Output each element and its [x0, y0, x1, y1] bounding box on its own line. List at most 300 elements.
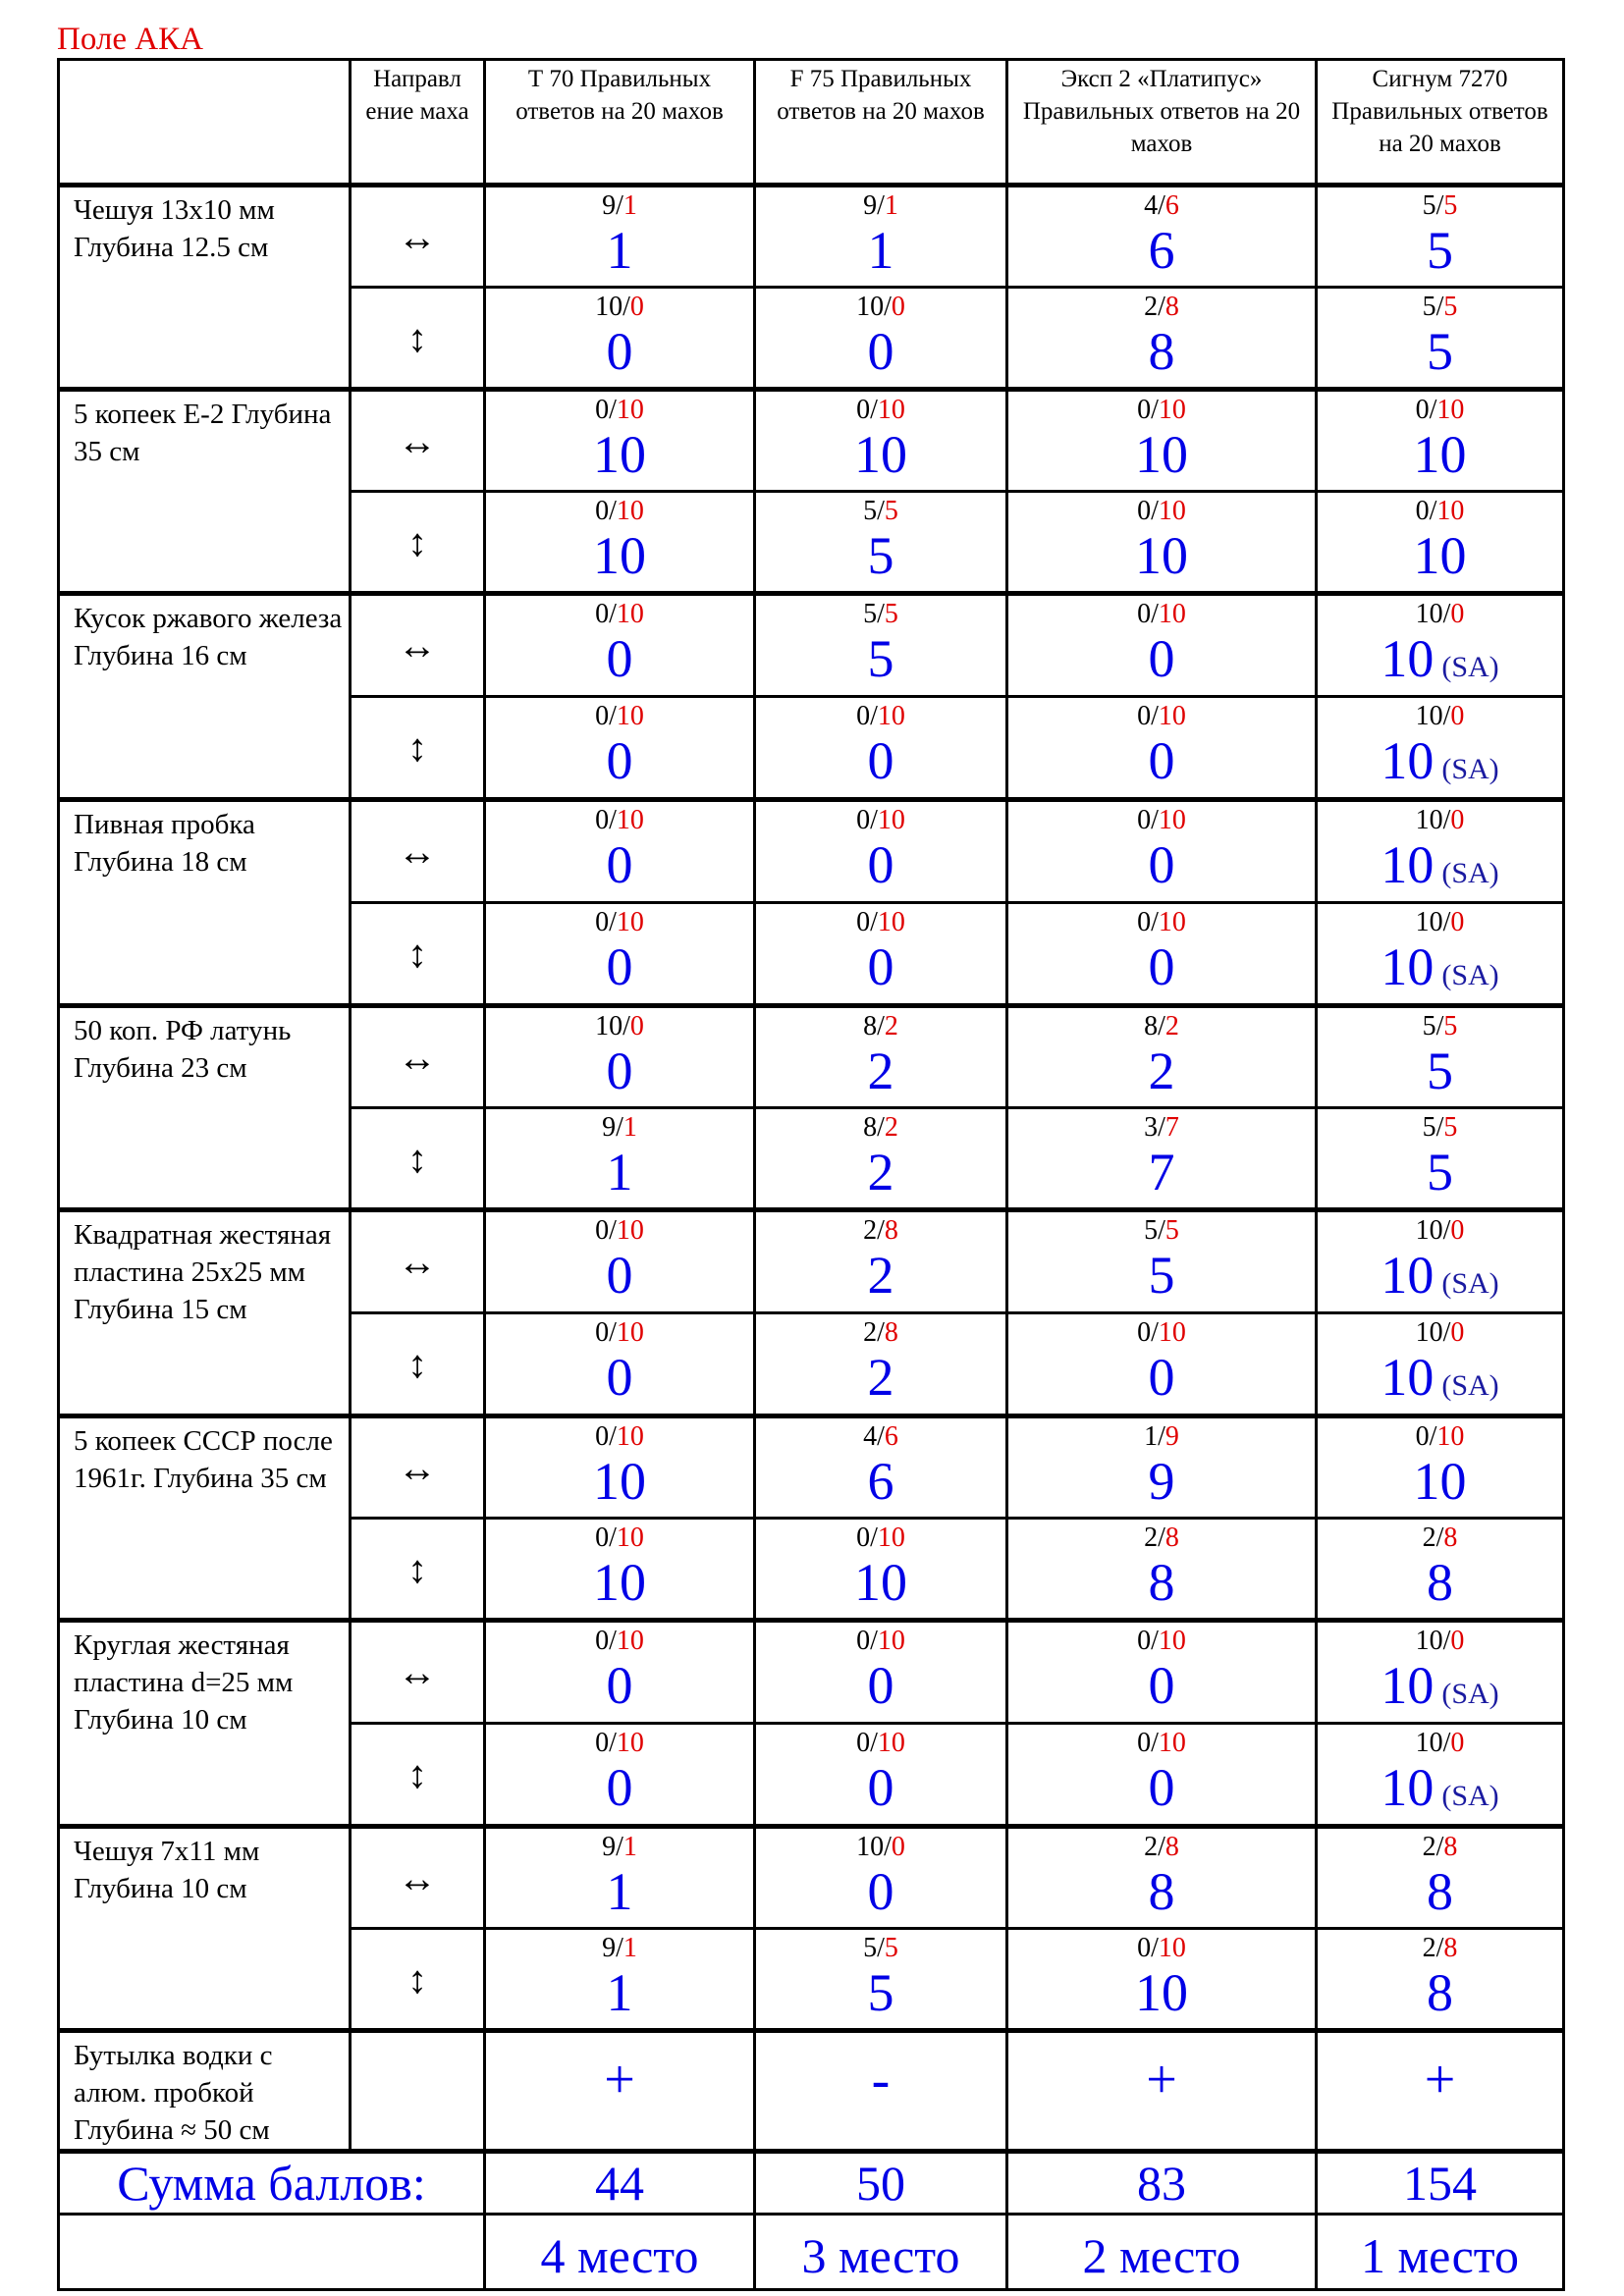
result-cell — [1317, 390, 1564, 492]
ratio-separator: / — [870, 907, 878, 937]
wrong-count: 10 — [616, 701, 644, 731]
result-cell — [1007, 1929, 1317, 2031]
wrong-count: 10 — [616, 1421, 644, 1452]
score-value — [756, 1350, 1005, 1405]
score-number: 5 — [1427, 1041, 1453, 1100]
score-number: 0 — [606, 1656, 633, 1715]
correct-count: 10 — [1415, 1728, 1443, 1758]
plus-mark: + — [1424, 2050, 1456, 2110]
result-cell — [755, 1313, 1007, 1416]
wrong-count: 10 — [616, 496, 644, 526]
object-name: Пивная пробка Глубина 18 см — [59, 800, 351, 1006]
correct-count: 0 — [595, 1626, 610, 1656]
ratio-separator: / — [877, 1215, 885, 1246]
sum-value: 44 — [485, 2152, 755, 2215]
answer-ratio — [1318, 1930, 1562, 1963]
score-value — [1318, 939, 1562, 1003]
score-value — [486, 1555, 753, 1610]
score-number: 0 — [867, 1656, 894, 1715]
result-cell — [485, 1210, 755, 1313]
answer-ratio — [486, 1930, 753, 1963]
score-number: 0 — [606, 835, 633, 894]
ratio-separator: / — [877, 1933, 885, 1963]
ratio-separator: / — [877, 496, 885, 526]
ratio-separator: / — [616, 1112, 623, 1143]
correct-count: 2 — [1144, 292, 1159, 322]
answer-ratio — [1008, 802, 1315, 835]
result-cell — [1317, 492, 1564, 594]
result-cell — [755, 697, 1007, 800]
correct-count: 10 — [595, 1011, 623, 1041]
result-cell — [755, 800, 1007, 903]
correct-count: 10 — [1415, 907, 1443, 937]
score-value — [486, 733, 753, 788]
ratio-separator: / — [1158, 1522, 1165, 1553]
score-value — [756, 528, 1005, 583]
score-number: 0 — [1148, 1348, 1175, 1407]
score-number: 1 — [867, 221, 894, 280]
sum-label: Сумма баллов: — [59, 2152, 485, 2215]
ratio-separator: / — [1442, 599, 1451, 629]
horizontal-arrow-icon: ↔ — [351, 800, 485, 903]
score-value — [486, 1965, 753, 2020]
correct-count: 10 — [1415, 805, 1443, 835]
ratio-separator: / — [884, 1832, 892, 1862]
score-value — [756, 1248, 1005, 1303]
result-cell — [1007, 1210, 1317, 1313]
place-label-empty — [59, 2215, 485, 2290]
result-cell — [755, 1108, 1007, 1210]
score-value — [1318, 528, 1562, 583]
detection-cell — [755, 2031, 1007, 2152]
result-cell — [1317, 1519, 1564, 1621]
correct-count: 9 — [602, 190, 617, 221]
answer-ratio — [486, 1212, 753, 1246]
result-cell — [1317, 903, 1564, 1006]
result-cell — [485, 492, 755, 594]
correct-count: 0 — [856, 701, 871, 731]
correct-count: 5 — [863, 599, 878, 629]
answer-ratio — [1318, 289, 1562, 322]
wrong-count: 1 — [623, 1112, 637, 1143]
object-name: Чешуя 13х10 мм Глубина 12.5 см — [59, 186, 351, 390]
answer-ratio — [756, 1829, 1005, 1862]
score-value — [1318, 1043, 1562, 1098]
table-row — [59, 1827, 1564, 1929]
score-number: 10 — [854, 425, 907, 484]
answer-ratio — [1008, 1109, 1315, 1143]
score-value — [1008, 1760, 1315, 1815]
correct-count: 0 — [856, 805, 871, 835]
result-cell — [1317, 1210, 1564, 1313]
answer-ratio — [756, 596, 1005, 629]
answer-ratio — [1008, 596, 1315, 629]
table-row — [59, 1416, 1564, 1519]
score-number: 0 — [606, 322, 633, 381]
horizontal-arrow-icon: ↔ — [351, 1416, 485, 1519]
result-cell — [755, 594, 1007, 697]
wrong-count: 10 — [616, 805, 644, 835]
answer-ratio — [486, 1725, 753, 1758]
wrong-count: 8 — [1443, 1832, 1458, 1862]
result-cell — [755, 492, 1007, 594]
score-number: 0 — [606, 1348, 633, 1407]
score-number: 8 — [1148, 1553, 1175, 1612]
result-cell — [755, 1416, 1007, 1519]
ratio-separator: / — [1158, 1215, 1165, 1246]
score-number: 10 — [593, 1452, 646, 1511]
sum-row — [59, 2152, 1564, 2215]
answer-ratio — [1318, 187, 1562, 221]
correct-count: 2 — [863, 1215, 878, 1246]
score-value — [1008, 1864, 1315, 1919]
sa-badge: (SA) — [1441, 1780, 1499, 1812]
table-row — [59, 1210, 1564, 1313]
score-value — [1318, 1145, 1562, 1200]
wrong-count: 5 — [884, 599, 898, 629]
score-value — [486, 528, 753, 583]
result-cell — [755, 1827, 1007, 1929]
correct-count: 0 — [856, 1626, 871, 1656]
result-cell — [1007, 1416, 1317, 1519]
wrong-count: 8 — [1164, 292, 1179, 322]
ratio-separator: / — [1151, 496, 1159, 526]
ratio-separator: / — [1158, 1112, 1165, 1143]
ratio-separator: / — [1151, 1626, 1159, 1656]
score-value — [1318, 631, 1562, 695]
ratio-separator: / — [609, 1421, 617, 1452]
wrong-count: 0 — [1450, 805, 1465, 835]
ratio-separator: / — [877, 1317, 885, 1348]
result-cell — [1317, 288, 1564, 390]
answer-ratio — [486, 1520, 753, 1553]
score-value — [1008, 1043, 1315, 1098]
ratio-separator: / — [870, 1522, 878, 1553]
object-name: Чешуя 7х11 мм Глубина 10 см — [59, 1827, 351, 2031]
answer-ratio — [756, 392, 1005, 425]
answer-ratio — [1008, 1930, 1315, 1963]
correct-count: 0 — [1137, 1933, 1152, 1963]
ratio-separator: / — [609, 599, 617, 629]
result-cell — [755, 1621, 1007, 1724]
answer-ratio — [486, 392, 753, 425]
ratio-separator: / — [1429, 496, 1437, 526]
vertical-arrow-icon: ↕ — [351, 492, 485, 594]
correct-count: 0 — [595, 1522, 610, 1553]
ratio-separator: / — [1151, 1728, 1159, 1758]
answer-ratio — [486, 1314, 753, 1348]
vertical-arrow-icon: ↕ — [351, 1724, 485, 1827]
ratio-separator: / — [1429, 395, 1437, 425]
object-name: Бутылка водки с алюм. пробкой Глубина ≈ 50 см — [59, 2031, 351, 2152]
result-cell — [1007, 1827, 1317, 1929]
score-number: 8 — [1427, 1862, 1453, 1921]
correct-count: 5 — [1422, 1011, 1436, 1041]
score-value — [1008, 1350, 1315, 1405]
result-cell — [485, 1929, 755, 2031]
result-cell — [755, 903, 1007, 1006]
ratio-separator: / — [1151, 1933, 1159, 1963]
score-number: 0 — [606, 1758, 633, 1817]
score-number: 6 — [1148, 221, 1175, 280]
wrong-count: 10 — [877, 1522, 905, 1553]
score-number: 0 — [606, 629, 633, 688]
result-cell — [1317, 1929, 1564, 2031]
score-number: 1 — [606, 1862, 633, 1921]
answer-ratio — [1008, 1418, 1315, 1452]
wrong-count: 10 — [1158, 1728, 1186, 1758]
ratio-separator: / — [1151, 701, 1159, 731]
correct-count: 0 — [595, 496, 610, 526]
answer-ratio — [1318, 1212, 1562, 1246]
score-number: 0 — [1148, 835, 1175, 894]
score-number: 10 — [593, 1553, 646, 1612]
score-value — [1318, 1658, 1562, 1722]
ratio-separator: / — [623, 1011, 630, 1041]
wrong-count: 10 — [1158, 496, 1186, 526]
score-value — [1008, 324, 1315, 379]
wrong-count: 0 — [1450, 1215, 1465, 1246]
sa-badge: (SA) — [1441, 857, 1499, 889]
wrong-count: 6 — [884, 1421, 898, 1452]
score-value — [756, 1760, 1005, 1815]
correct-count: 8 — [863, 1011, 878, 1041]
score-number: 0 — [867, 731, 894, 790]
answer-ratio — [756, 493, 1005, 526]
answer-ratio — [1318, 802, 1562, 835]
answer-ratio — [756, 698, 1005, 731]
wrong-count: 0 — [1450, 1317, 1465, 1348]
correct-count: 10 — [1415, 1626, 1443, 1656]
score-value — [756, 939, 1005, 994]
result-cell — [755, 288, 1007, 390]
correct-count: 8 — [863, 1112, 878, 1143]
answer-ratio — [486, 493, 753, 526]
wrong-count: 10 — [877, 1728, 905, 1758]
result-cell — [1007, 186, 1317, 288]
correct-count: 0 — [1137, 496, 1152, 526]
correct-count: 0 — [1137, 1626, 1152, 1656]
score-number: 8 — [1148, 322, 1175, 381]
ratio-separator: / — [616, 1933, 623, 1963]
result-cell — [1317, 1006, 1564, 1108]
result-cell — [1007, 1621, 1317, 1724]
correct-count: 0 — [856, 1522, 871, 1553]
score-number: 0 — [606, 731, 633, 790]
ratio-separator: / — [877, 1112, 885, 1143]
ratio-separator: / — [1435, 1832, 1444, 1862]
object-name: Круглая жестяная пластина d=25 мм Глубина 10 см — [59, 1621, 351, 1827]
score-number: 10 — [1135, 526, 1188, 585]
correct-count: 10 — [1415, 701, 1443, 731]
wrong-count: 10 — [1158, 1317, 1186, 1348]
wrong-count: 10 — [877, 805, 905, 835]
score-value — [1008, 1658, 1315, 1713]
correct-count: 4 — [863, 1421, 878, 1452]
answer-ratio — [1008, 904, 1315, 937]
wrong-count: 5 — [1443, 190, 1458, 221]
header-object — [59, 60, 351, 186]
answer-ratio — [1008, 1008, 1315, 1041]
score-number: 5 — [1148, 1246, 1175, 1305]
score-value — [1008, 1555, 1315, 1610]
result-cell — [755, 390, 1007, 492]
correct-count: 2 — [1422, 1832, 1436, 1862]
wrong-count: 10 — [1158, 395, 1186, 425]
score-number: 0 — [867, 322, 894, 381]
correct-count: 0 — [595, 805, 610, 835]
score-value — [1318, 223, 1562, 278]
score-value — [486, 324, 753, 379]
object-name: Кусок ржавого железа Глубина 16 см — [59, 594, 351, 800]
page-title: Поле АКА — [57, 22, 203, 57]
object-name: Квадратная жестяная пластина 25х25 мм Глубина 15 см — [59, 1210, 351, 1416]
score-number: 2 — [1148, 1041, 1175, 1100]
ratio-separator: / — [1435, 190, 1444, 221]
direction-empty — [351, 2031, 485, 2152]
score-number: 8 — [1427, 1553, 1453, 1612]
score-number: 9 — [1148, 1452, 1175, 1511]
ratio-separator: / — [1442, 1728, 1451, 1758]
score-value — [486, 1145, 753, 1200]
result-cell — [755, 1724, 1007, 1827]
score-value — [1318, 1248, 1562, 1311]
score-number: 0 — [606, 1246, 633, 1305]
ratio-separator: / — [870, 1626, 878, 1656]
header-direction: Направл ение маха — [351, 60, 485, 186]
answer-ratio — [486, 698, 753, 731]
correct-count: 0 — [595, 1421, 610, 1452]
vertical-arrow-icon: ↕ — [351, 903, 485, 1006]
wrong-count: 5 — [1443, 292, 1458, 322]
object-name: 50 коп. РФ латунь Глубина 23 см — [59, 1006, 351, 1210]
wrong-count: 0 — [629, 292, 644, 322]
score-number: 10 — [854, 1553, 907, 1612]
ratio-separator: / — [877, 1011, 885, 1041]
answer-ratio — [1318, 493, 1562, 526]
minus-mark: - — [871, 2050, 891, 2110]
ratio-separator: / — [1435, 1522, 1444, 1553]
score-number: 10 — [1135, 425, 1188, 484]
wrong-count: 10 — [616, 1626, 644, 1656]
score-value — [756, 1043, 1005, 1098]
correct-count: 2 — [1144, 1522, 1159, 1553]
result-cell — [485, 1416, 755, 1519]
wrong-count: 10 — [1158, 907, 1186, 937]
ratio-separator: / — [1442, 1626, 1451, 1656]
answer-ratio — [1318, 1418, 1562, 1452]
wrong-count: 10 — [1158, 1933, 1186, 1963]
wrong-count: 10 — [1158, 599, 1186, 629]
answer-ratio — [486, 1008, 753, 1041]
object-name: 5 копеек Е-2 Глубина 35 см — [59, 390, 351, 594]
score-value — [756, 1658, 1005, 1713]
answer-ratio — [486, 596, 753, 629]
correct-count: 5 — [863, 496, 878, 526]
correct-count: 0 — [595, 701, 610, 731]
result-cell — [485, 1108, 755, 1210]
sum-value: 50 — [755, 2152, 1007, 2215]
score-number: 0 — [867, 937, 894, 996]
answer-ratio — [1008, 289, 1315, 322]
result-cell — [1317, 1108, 1564, 1210]
result-cell — [485, 903, 755, 1006]
correct-count: 0 — [595, 1215, 610, 1246]
detection-cell — [1007, 2031, 1317, 2152]
ratio-separator: / — [1158, 292, 1165, 322]
score-number: 0 — [867, 835, 894, 894]
correct-count: 10 — [1415, 1317, 1443, 1348]
score-number: 10 — [1380, 731, 1435, 790]
score-number: 2 — [867, 1348, 894, 1407]
correct-count: 4 — [1144, 190, 1159, 221]
plus-mark: + — [604, 2050, 635, 2110]
ratio-separator: / — [1435, 1933, 1444, 1963]
ratio-separator: / — [1429, 1421, 1437, 1452]
score-number: 10 — [1413, 425, 1467, 484]
result-cell — [1007, 697, 1317, 800]
score-number: 0 — [1148, 1758, 1175, 1817]
score-value — [486, 1248, 753, 1303]
result-cell — [485, 1006, 755, 1108]
answer-ratio — [1008, 493, 1315, 526]
horizontal-arrow-icon: ↔ — [351, 1621, 485, 1724]
answer-ratio — [1318, 1520, 1562, 1553]
answer-ratio — [1008, 1520, 1315, 1553]
score-number: 0 — [1148, 629, 1175, 688]
correct-count: 0 — [1137, 907, 1152, 937]
correct-count: 0 — [1415, 496, 1430, 526]
sa-badge: (SA) — [1441, 651, 1499, 683]
horizontal-arrow-icon: ↔ — [351, 1006, 485, 1108]
score-number: 0 — [1148, 1656, 1175, 1715]
answer-ratio — [756, 1109, 1005, 1143]
wrong-count: 0 — [1450, 907, 1465, 937]
answer-ratio — [756, 289, 1005, 322]
ratio-separator: / — [609, 395, 617, 425]
score-value — [1318, 1350, 1562, 1414]
score-value — [1008, 223, 1315, 278]
wrong-count: 8 — [1164, 1522, 1179, 1553]
answer-ratio — [1318, 1829, 1562, 1862]
score-number: 5 — [867, 629, 894, 688]
result-cell — [755, 1006, 1007, 1108]
wrong-count: 0 — [1450, 1626, 1465, 1656]
wrong-count: 1 — [623, 1933, 637, 1963]
vertical-arrow-icon: ↕ — [351, 1108, 485, 1210]
ratio-separator: / — [1151, 1317, 1159, 1348]
answer-ratio — [1318, 1109, 1562, 1143]
answer-ratio — [1008, 1212, 1315, 1246]
score-number: 5 — [1427, 322, 1453, 381]
result-cell — [485, 697, 755, 800]
answer-ratio — [756, 187, 1005, 221]
result-cell — [485, 390, 755, 492]
ratio-separator: / — [1151, 907, 1159, 937]
wrong-count: 5 — [1164, 1215, 1179, 1246]
score-number: 5 — [867, 1963, 894, 2022]
correct-count: 0 — [595, 907, 610, 937]
horizontal-arrow-icon: ↔ — [351, 1827, 485, 1929]
answer-ratio — [1008, 1725, 1315, 1758]
wrong-count: 0 — [1450, 1728, 1465, 1758]
wrong-count: 1 — [623, 1832, 637, 1862]
ratio-separator: / — [884, 292, 892, 322]
wrong-count: 1 — [623, 190, 637, 221]
correct-count: 9 — [863, 190, 878, 221]
score-number: 2 — [867, 1143, 894, 1201]
score-value — [1008, 733, 1315, 788]
